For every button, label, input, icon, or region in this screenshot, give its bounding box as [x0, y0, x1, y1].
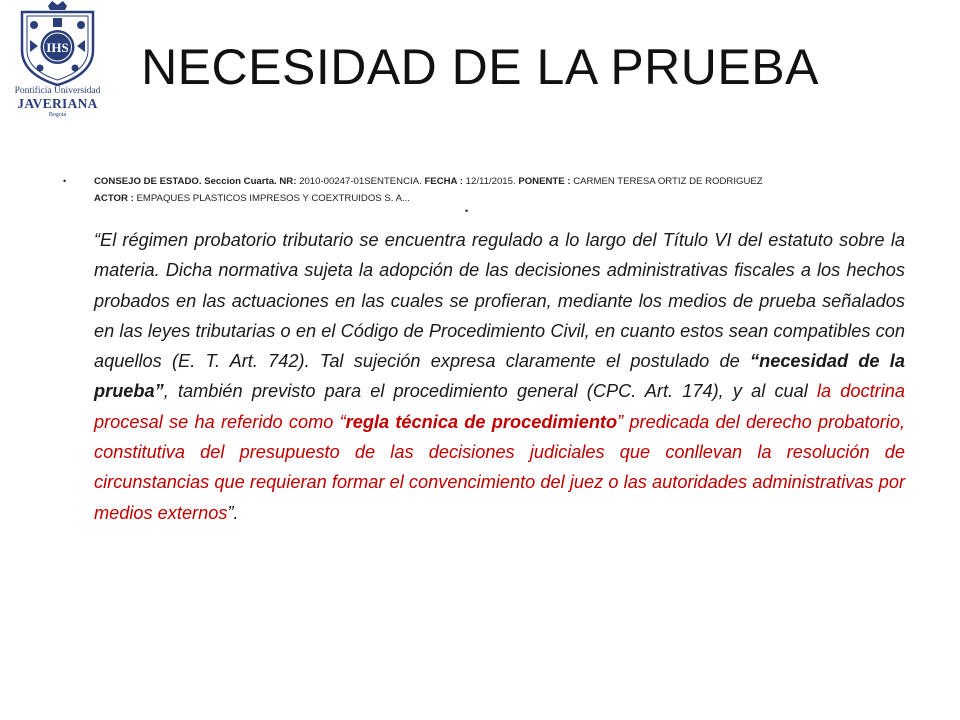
slide-title: NECESIDAD DE LA PRUEBA [141, 39, 819, 95]
quote-part-1: “El régimen probatorio tributario se encuentra regulado a lo largo del Título VI del estatuto sobre la materia. Dicha normativa sujeta la adopción de las decisiones administrativas fiscales a los hechos probados en las actuaciones en las cuales se profieran, mediante los medios de prueba señalados en las leyes tributarias o en el Código de Procedimiento Civil, en cuanto estos sean compatibles con aquellos (E. T. Art. 742). Tal sujeción expresa claramente el postulado de [94, 230, 905, 372]
ponente-label: PONENTE : [518, 176, 571, 187]
ponente-value: CARMEN TERESA ORTIZ DE RODRIGUEZ [573, 176, 763, 187]
quote-red-part-2: ” predicada del derecho probatorio, constitutiva del presupuesto de las decisiones judiciales que conllevan la resolución de circunstancias que requieran formar el convencimiento del juez o las autoridades administrativas por medios externos [94, 411, 905, 523]
reference-line-1 [94, 173, 914, 190]
logo-line-javeriana: JAVERIANA [17, 96, 98, 111]
section-label: Seccion Cuarta. [204, 176, 277, 187]
bullet-dot-empty: • [465, 206, 469, 216]
actor-value: EMPAQUES PLASTICOS IMPRESOS Y COEXTRUIDOS S. A... [136, 193, 410, 204]
quote-red-bold: regla técnica de procedimiento [345, 411, 618, 432]
nr-label: NR: [279, 176, 297, 187]
fecha-value: 12/11/2015. [465, 176, 516, 187]
case-reference [94, 173, 914, 207]
actor-label: ACTOR : [94, 193, 134, 204]
logo-line-bogota: Bogotá [48, 112, 67, 118]
monogram-text: IHS [46, 40, 69, 55]
quote-end: ”. [227, 502, 239, 523]
quote-emphasis-necesidad: “necesidad de la prueba” [94, 351, 905, 402]
quote-paragraph [94, 225, 905, 528]
reference-line-2 [94, 190, 914, 207]
bullet-dot: • [63, 176, 67, 186]
logo-line-pontificia: Pontificia Universidad [14, 86, 101, 96]
court-label: CONSEJO DE ESTADO. [94, 176, 202, 187]
fecha-label: FECHA : [424, 176, 463, 187]
quote-red-part-1: la doctrina procesal se ha referido como “ [94, 381, 905, 432]
nr-value: 2010-00247-01SENTENCIA. [299, 176, 422, 187]
quote-part-2: , también previsto para el procedimiento general (CPC. Art. 174), y al cual [163, 381, 817, 402]
